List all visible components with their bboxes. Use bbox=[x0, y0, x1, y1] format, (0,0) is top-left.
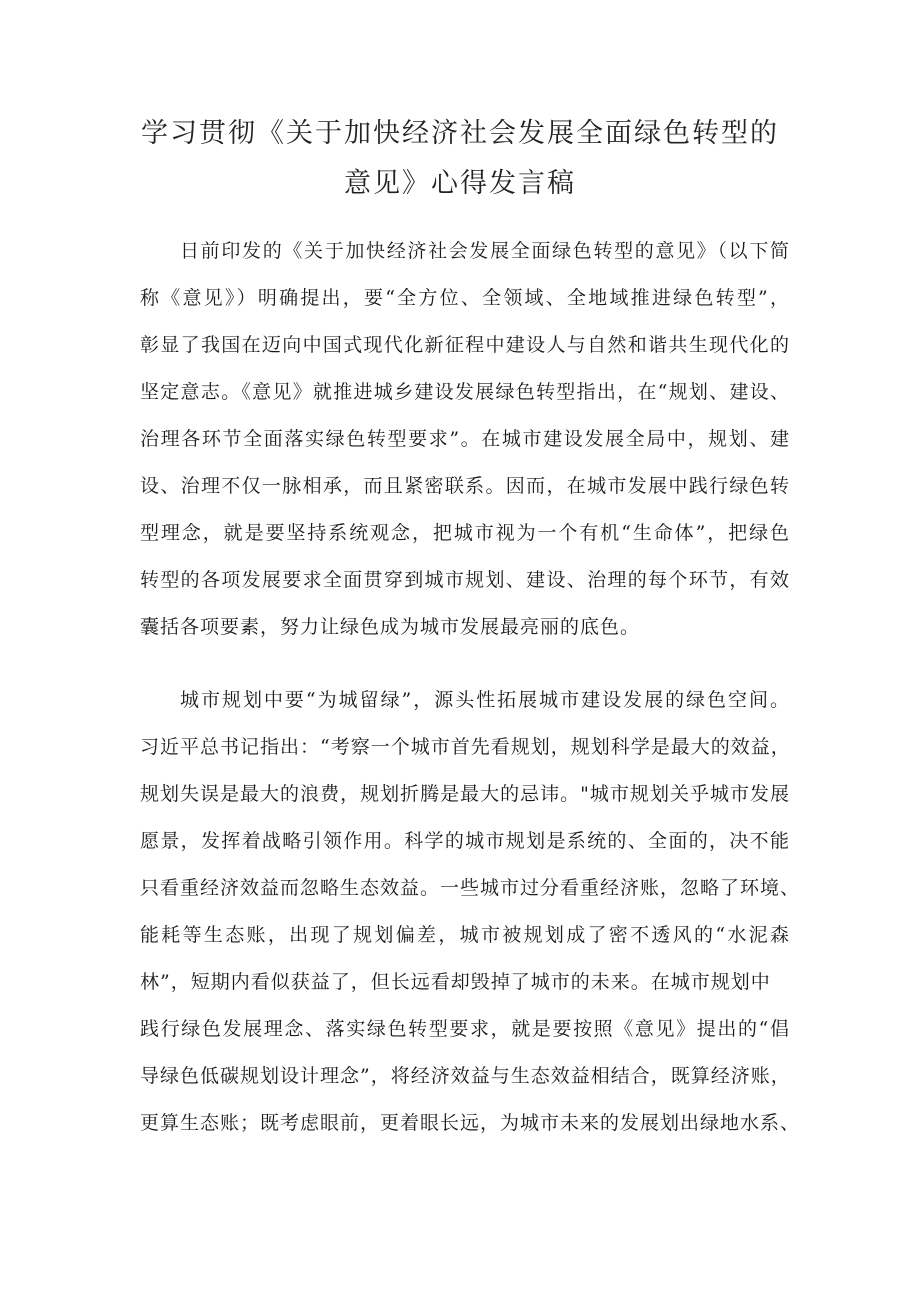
paragraph-line: 称《意见》）明确提出，要“全方位、全领域、全地域推进绿色转型”， bbox=[140, 287, 790, 309]
document-title-line-2: 意见》心得发言稿 bbox=[344, 168, 576, 199]
paragraph-line: 城市规划中要“为城留绿”，源头性拓展城市建设发展的绿色空间。 bbox=[180, 689, 790, 711]
paragraph-line: 坚定意志。《意见》就推进城乡建设发展绿色转型指出，在“规划、建设、 bbox=[140, 381, 790, 403]
paragraph-line: 习近平总书记指出：“考察一个城市首先看规划，规划科学是最大的效益， bbox=[140, 736, 791, 758]
paragraph-line: 囊括各项要素，努力让绿色成为城市发展最亮丽的底色。 bbox=[140, 616, 641, 638]
paragraph-line: 导绿色低碳规划设计理念”，将经济效益与生态效益相结合，既算经济账， bbox=[140, 1065, 791, 1087]
document-title-line-1: 学习贯彻《关于加快经济社会发展全面绿色转型的 bbox=[141, 118, 779, 149]
paragraph-line: 践行绿色发展理念、落实绿色转型要求，就是要按照《意见》提出的“倡 bbox=[140, 1018, 790, 1040]
paragraph-line: 治理各环节全面落实绿色转型要求”。在城市建设发展全局中，规划、建 bbox=[140, 428, 790, 450]
paragraph-line: 只看重经济效益而忽略生态效益。一些城市过分看重经济账，忽略了环境、 bbox=[140, 877, 801, 899]
paragraph-line: 愿景，发挥着战略引领作用。科学的城市规划是系统的、全面的，决不能 bbox=[140, 830, 790, 852]
paragraph-line: 能耗等生态账，出现了规划偏差，城市被规划成了密不透风的“水泥森 bbox=[140, 924, 790, 946]
paragraph-line: 彰显了我国在迈向中国式现代化新征程中建设人与自然和谐共生现代化的 bbox=[140, 334, 790, 356]
paragraph-line: 型理念，就是要坚持系统观念，把城市视为一个有机“生命体”，把绿色 bbox=[140, 522, 790, 544]
paragraph-line: 更算生态账；既考虑眼前，更着眼长远，为城市未来的发展划出绿地水系、 bbox=[140, 1112, 801, 1134]
paragraph-line: 日前印发的《关于加快经济社会发展全面绿色转型的意见》（以下简 bbox=[180, 240, 790, 262]
paragraph-line: 转型的各项发展要求全面贯穿到城市规划、建设、治理的每个环节，有效 bbox=[140, 569, 790, 591]
paragraph-line: 林”，短期内看似获益了，但长远看却毁掉了城市的未来。在城市规划中 bbox=[140, 971, 771, 993]
paragraph-2 bbox=[140, 677, 801, 1147]
paragraph-1 bbox=[140, 228, 790, 651]
paragraph-line: 规划失误是最大的浪费，规划折腾是最大的忌讳。"城市规划关乎城市发展 bbox=[140, 783, 790, 805]
paragraph-line: 设、治理不仅一脉相承，而且紧密联系。因而，在城市发展中践行绿色转 bbox=[140, 475, 790, 497]
